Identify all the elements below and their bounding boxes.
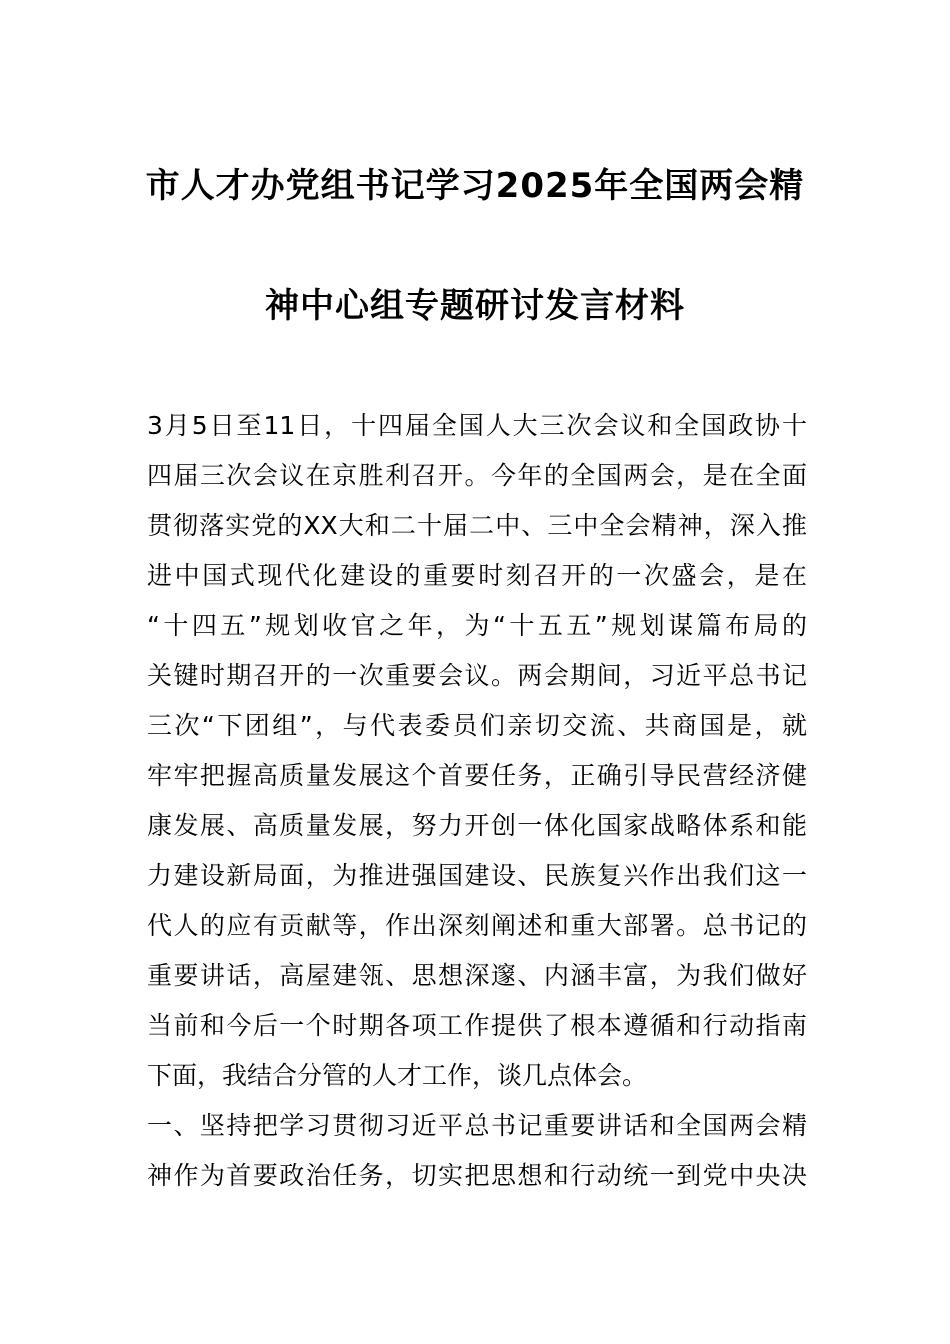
body-text-line: 三次“下团组”，与代表委员们亲切交流、共商国是，就 [147, 711, 807, 740]
body-text-line: 贯彻落实党的XX大和二十届二中、三中全会精神，深入推 [147, 511, 807, 540]
body-text-line: 3月5日至11日，十四届全国人大三次会议和全国政协十 [147, 411, 807, 440]
body-text-line: 康发展、高质量发展，努力开创一体化国家战略体系和能 [147, 811, 807, 840]
body-text-line: 关键时期召开的一次重要会议。两会期间，习近平总书记 [147, 661, 807, 690]
body-text-line: 力建设新局面，为推进强国建设、民族复兴作出我们这一 [147, 861, 807, 890]
body-text-line: 四届三次会议在京胜利召开。今年的全国两会，是在全面 [147, 461, 807, 490]
body-text-line: “十四五”规划收官之年，为“十五五”规划谋篇布局的 [147, 611, 807, 640]
body-text-line: 当前和今后一个时期各项工作提供了根本遵循和行动指南 [147, 1011, 807, 1040]
document-title-line-2: 神中心组专题研讨发言材料 [265, 286, 685, 326]
body-text-line: 下面，我结合分管的人才工作，谈几点体会。 [147, 1061, 648, 1090]
section-heading-line: 一、坚持把学习贯彻习近平总书记重要讲话和全国两会精 [147, 1111, 807, 1140]
body-text-line: 牢牢把握高质量发展这个首要任务，正确引导民营经济健 [147, 761, 807, 790]
section-heading-line: 神作为首要政治任务，切实把思想和行动统一到党中央决 [147, 1161, 807, 1190]
body-text-line: 进中国式现代化建设的重要时刻召开的一次盛会，是在 [147, 561, 807, 590]
body-text-line: 代人的应有贡献等，作出深刻阐述和重大部署。总书记的 [147, 911, 807, 940]
document-title-line-1: 市人才办党组书记学习2025年全国两会精 [145, 166, 805, 206]
body-text-line: 重要讲话，高屋建瓴、思想深邃、内涵丰富，为我们做好 [147, 961, 807, 990]
